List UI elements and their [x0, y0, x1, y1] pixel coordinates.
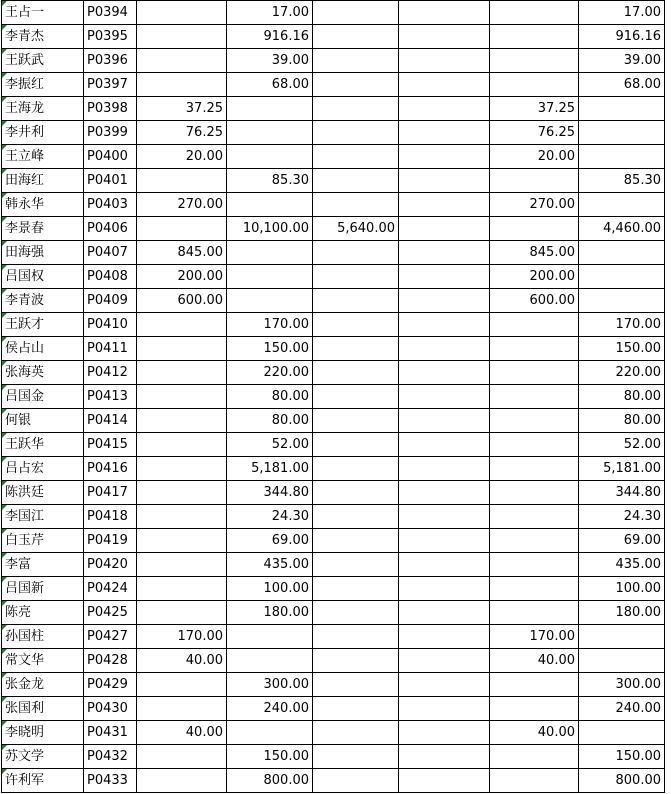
value-cell-e[interactable] — [313, 145, 399, 169]
value-cell-f[interactable] — [399, 97, 490, 121]
value-cell-c[interactable] — [137, 433, 227, 457]
value-cell-c[interactable] — [137, 505, 227, 529]
value-cell-h[interactable]: 220.00 — [579, 361, 665, 385]
value-cell-f[interactable] — [399, 553, 490, 577]
code-cell[interactable]: P0428 — [84, 649, 137, 673]
value-cell-c[interactable] — [137, 385, 227, 409]
code-cell[interactable]: P0396 — [84, 49, 137, 73]
value-cell-e[interactable] — [313, 601, 399, 625]
value-cell-g[interactable] — [490, 409, 579, 433]
value-cell-g[interactable] — [490, 385, 579, 409]
name-cell[interactable]: 李井利 — [2, 121, 84, 145]
value-cell-e[interactable] — [313, 1, 399, 25]
table-row — [2, 313, 665, 337]
value-cell-c[interactable] — [137, 529, 227, 553]
value-cell-h[interactable]: 344.80 — [579, 481, 665, 505]
value-cell-h[interactable] — [579, 121, 665, 145]
code-cell[interactable]: P0413 — [84, 385, 137, 409]
name-cell[interactable]: 张国利 — [2, 697, 84, 721]
value-cell-f[interactable] — [399, 409, 490, 433]
code-cell[interactable]: P0408 — [84, 265, 137, 289]
value-cell-e[interactable] — [313, 49, 399, 73]
value-cell-h[interactable]: 80.00 — [579, 409, 665, 433]
value-cell-e[interactable] — [313, 697, 399, 721]
code-cell[interactable]: P0394 — [84, 1, 137, 25]
table-row — [2, 73, 665, 97]
value-cell-d[interactable]: 800.00 — [227, 769, 313, 793]
value-cell-d[interactable]: 85.30 — [227, 169, 313, 193]
name-cell[interactable]: 李青波 — [2, 289, 84, 313]
value-cell-f[interactable] — [399, 337, 490, 361]
name-cell[interactable]: 田海强 — [2, 241, 84, 265]
value-cell-f[interactable] — [399, 25, 490, 49]
value-cell-h[interactable]: 39.00 — [579, 49, 665, 73]
value-cell-c[interactable] — [137, 553, 227, 577]
table-row — [2, 649, 665, 673]
table-row — [2, 745, 665, 769]
table-row — [2, 241, 665, 265]
value-cell-h[interactable]: 5,181.00 — [579, 457, 665, 481]
value-cell-e[interactable] — [313, 313, 399, 337]
value-cell-c[interactable]: 76.25 — [137, 121, 227, 145]
value-cell-d[interactable]: 52.00 — [227, 433, 313, 457]
value-cell-g[interactable] — [490, 745, 579, 769]
table-row — [2, 577, 665, 601]
value-cell-g[interactable] — [490, 529, 579, 553]
value-cell-d[interactable]: 344.80 — [227, 481, 313, 505]
value-cell-g[interactable]: 40.00 — [490, 721, 579, 745]
value-cell-d[interactable]: 80.00 — [227, 385, 313, 409]
table-row — [2, 625, 665, 649]
value-cell-c[interactable] — [137, 217, 227, 241]
value-cell-h[interactable]: 100.00 — [579, 577, 665, 601]
name-cell[interactable]: 李国江 — [2, 505, 84, 529]
value-cell-d[interactable]: 10,100.00 — [227, 217, 313, 241]
name-cell[interactable]: 吕国新 — [2, 577, 84, 601]
value-cell-f[interactable] — [399, 193, 490, 217]
table-row — [2, 145, 665, 169]
value-cell-d[interactable]: 80.00 — [227, 409, 313, 433]
value-cell-h[interactable]: 800.00 — [579, 769, 665, 793]
table-row — [2, 193, 665, 217]
value-cell-h[interactable]: 24.30 — [579, 505, 665, 529]
name-cell[interactable]: 苏文学 — [2, 745, 84, 769]
value-cell-c[interactable]: 20.00 — [137, 145, 227, 169]
value-cell-g[interactable] — [490, 673, 579, 697]
value-cell-c[interactable]: 40.00 — [137, 721, 227, 745]
value-cell-g[interactable] — [490, 577, 579, 601]
code-cell[interactable]: P0419 — [84, 529, 137, 553]
value-cell-h[interactable] — [579, 649, 665, 673]
value-cell-d[interactable] — [227, 193, 313, 217]
value-cell-d[interactable]: 170.00 — [227, 313, 313, 337]
code-cell[interactable]: P0411 — [84, 337, 137, 361]
value-cell-h[interactable]: 80.00 — [579, 385, 665, 409]
code-cell[interactable]: P0397 — [84, 73, 137, 97]
value-cell-d[interactable] — [227, 265, 313, 289]
name-cell[interactable]: 李景春 — [2, 217, 84, 241]
value-cell-e[interactable] — [313, 289, 399, 313]
table-row — [2, 433, 665, 457]
table-row — [2, 673, 665, 697]
value-cell-h[interactable] — [579, 193, 665, 217]
code-cell[interactable]: P0425 — [84, 601, 137, 625]
name-cell[interactable]: 王跃武 — [2, 49, 84, 73]
code-cell[interactable]: P0431 — [84, 721, 137, 745]
code-cell[interactable]: P0416 — [84, 457, 137, 481]
value-cell-h[interactable] — [579, 625, 665, 649]
table-row — [2, 49, 665, 73]
value-cell-d[interactable]: 300.00 — [227, 673, 313, 697]
value-cell-g[interactable] — [490, 25, 579, 49]
value-cell-e[interactable] — [313, 25, 399, 49]
table-row — [2, 97, 665, 121]
value-cell-g[interactable] — [490, 217, 579, 241]
value-cell-c[interactable] — [137, 697, 227, 721]
value-cell-f[interactable] — [399, 289, 490, 313]
value-cell-f[interactable] — [399, 457, 490, 481]
table-row — [2, 457, 665, 481]
value-cell-g[interactable] — [490, 361, 579, 385]
table-row — [2, 121, 665, 145]
code-cell[interactable]: P0398 — [84, 97, 137, 121]
value-cell-c[interactable]: 600.00 — [137, 289, 227, 313]
value-cell-e[interactable] — [313, 385, 399, 409]
value-cell-g[interactable]: 76.25 — [490, 121, 579, 145]
value-cell-e[interactable] — [313, 673, 399, 697]
table-row — [2, 217, 665, 241]
name-cell[interactable]: 王跃才 — [2, 313, 84, 337]
value-cell-h[interactable] — [579, 289, 665, 313]
value-cell-c[interactable] — [137, 601, 227, 625]
name-cell[interactable]: 常文华 — [2, 649, 84, 673]
value-cell-c[interactable]: 37.25 — [137, 97, 227, 121]
value-cell-c[interactable] — [137, 49, 227, 73]
value-cell-d[interactable]: 435.00 — [227, 553, 313, 577]
value-cell-f[interactable] — [399, 169, 490, 193]
value-cell-c[interactable]: 40.00 — [137, 649, 227, 673]
value-cell-e[interactable] — [313, 529, 399, 553]
name-cell[interactable]: 李青杰 — [2, 25, 84, 49]
name-cell[interactable]: 李富 — [2, 553, 84, 577]
name-cell[interactable]: 吕国权 — [2, 265, 84, 289]
value-cell-e[interactable] — [313, 721, 399, 745]
value-cell-c[interactable] — [137, 169, 227, 193]
value-cell-g[interactable]: 37.25 — [490, 97, 579, 121]
value-cell-h[interactable]: 170.00 — [579, 313, 665, 337]
value-cell-g[interactable] — [490, 313, 579, 337]
name-cell[interactable]: 王占一 — [2, 1, 84, 25]
table-row — [2, 169, 665, 193]
value-cell-c[interactable]: 270.00 — [137, 193, 227, 217]
value-cell-f[interactable] — [399, 673, 490, 697]
value-cell-f[interactable] — [399, 313, 490, 337]
value-cell-f[interactable] — [399, 649, 490, 673]
code-cell[interactable]: P0424 — [84, 577, 137, 601]
code-cell[interactable]: P0407 — [84, 241, 137, 265]
value-cell-c[interactable]: 200.00 — [137, 265, 227, 289]
table-row — [2, 553, 665, 577]
value-cell-g[interactable]: 600.00 — [490, 289, 579, 313]
value-cell-d[interactable]: 150.00 — [227, 745, 313, 769]
table-row — [2, 697, 665, 721]
value-cell-g[interactable] — [490, 169, 579, 193]
value-cell-g[interactable]: 20.00 — [490, 145, 579, 169]
value-cell-h[interactable]: 52.00 — [579, 433, 665, 457]
value-cell-d[interactable]: 68.00 — [227, 73, 313, 97]
name-cell[interactable]: 王海龙 — [2, 97, 84, 121]
value-cell-d[interactable]: 180.00 — [227, 601, 313, 625]
value-cell-d[interactable]: 17.00 — [227, 1, 313, 25]
value-cell-c[interactable] — [137, 313, 227, 337]
value-cell-d[interactable]: 240.00 — [227, 697, 313, 721]
value-cell-d[interactable]: 150.00 — [227, 337, 313, 361]
value-cell-d[interactable]: 916.16 — [227, 25, 313, 49]
table-row — [2, 361, 665, 385]
name-cell[interactable]: 王跃华 — [2, 433, 84, 457]
value-cell-h[interactable]: 69.00 — [579, 529, 665, 553]
value-cell-f[interactable] — [399, 241, 490, 265]
value-cell-g[interactable] — [490, 601, 579, 625]
value-cell-e[interactable] — [313, 457, 399, 481]
value-cell-h[interactable]: 68.00 — [579, 73, 665, 97]
table-row — [2, 505, 665, 529]
value-cell-h[interactable]: 180.00 — [579, 601, 665, 625]
code-cell[interactable]: P0430 — [84, 697, 137, 721]
value-cell-e[interactable] — [313, 433, 399, 457]
table-row — [2, 601, 665, 625]
value-cell-h[interactable]: 916.16 — [579, 25, 665, 49]
value-cell-c[interactable] — [137, 361, 227, 385]
value-cell-h[interactable]: 4,460.00 — [579, 217, 665, 241]
value-cell-d[interactable]: 5,181.00 — [227, 457, 313, 481]
value-cell-e[interactable] — [313, 649, 399, 673]
value-cell-c[interactable] — [137, 457, 227, 481]
table-row — [2, 481, 665, 505]
table-row — [2, 769, 665, 793]
value-cell-e[interactable] — [313, 625, 399, 649]
value-cell-g[interactable]: 170.00 — [490, 625, 579, 649]
name-cell[interactable]: 韩永华 — [2, 193, 84, 217]
code-cell[interactable]: P0427 — [84, 625, 137, 649]
code-cell[interactable]: P0400 — [84, 145, 137, 169]
value-cell-g[interactable] — [490, 73, 579, 97]
value-cell-e[interactable] — [313, 73, 399, 97]
value-cell-d[interactable]: 24.30 — [227, 505, 313, 529]
value-cell-d[interactable] — [227, 649, 313, 673]
value-cell-f[interactable] — [399, 217, 490, 241]
name-cell[interactable]: 吕国金 — [2, 385, 84, 409]
name-cell[interactable]: 陈洪廷 — [2, 481, 84, 505]
name-cell[interactable]: 吕占宏 — [2, 457, 84, 481]
value-cell-f[interactable] — [399, 433, 490, 457]
value-cell-d[interactable] — [227, 241, 313, 265]
value-cell-f[interactable] — [399, 769, 490, 793]
code-cell[interactable]: P0417 — [84, 481, 137, 505]
value-cell-h[interactable] — [579, 241, 665, 265]
value-cell-h[interactable] — [579, 265, 665, 289]
value-cell-g[interactable] — [490, 433, 579, 457]
value-cell-f[interactable] — [399, 745, 490, 769]
table-row — [2, 289, 665, 313]
name-cell[interactable]: 张海英 — [2, 361, 84, 385]
value-cell-f[interactable] — [399, 1, 490, 25]
name-cell[interactable]: 李晓明 — [2, 721, 84, 745]
value-cell-f[interactable] — [399, 361, 490, 385]
table-row — [2, 529, 665, 553]
value-cell-c[interactable] — [137, 673, 227, 697]
value-cell-e[interactable] — [313, 337, 399, 361]
value-cell-g[interactable] — [490, 337, 579, 361]
value-cell-g[interactable] — [490, 505, 579, 529]
value-cell-e[interactable] — [313, 481, 399, 505]
table-row — [2, 337, 665, 361]
value-cell-d[interactable] — [227, 625, 313, 649]
code-cell[interactable]: P0401 — [84, 169, 137, 193]
value-cell-f[interactable] — [399, 121, 490, 145]
code-cell[interactable]: P0414 — [84, 409, 137, 433]
value-cell-f[interactable] — [399, 385, 490, 409]
value-cell-f[interactable] — [399, 601, 490, 625]
value-cell-f[interactable] — [399, 697, 490, 721]
value-cell-g[interactable] — [490, 49, 579, 73]
value-cell-g[interactable] — [490, 697, 579, 721]
code-cell[interactable]: P0403 — [84, 193, 137, 217]
code-cell[interactable]: P0410 — [84, 313, 137, 337]
value-cell-g[interactable] — [490, 457, 579, 481]
value-cell-f[interactable] — [399, 529, 490, 553]
name-cell[interactable]: 孙国柱 — [2, 625, 84, 649]
value-cell-g[interactable] — [490, 769, 579, 793]
value-cell-h[interactable] — [579, 721, 665, 745]
value-cell-f[interactable] — [399, 73, 490, 97]
table-row — [2, 409, 665, 433]
value-cell-g[interactable]: 200.00 — [490, 265, 579, 289]
value-cell-c[interactable] — [137, 337, 227, 361]
value-cell-f[interactable] — [399, 145, 490, 169]
code-cell[interactable]: P0395 — [84, 25, 137, 49]
value-cell-f[interactable] — [399, 577, 490, 601]
sheet-body — [2, 1, 665, 793]
code-cell[interactable]: P0406 — [84, 217, 137, 241]
value-cell-h[interactable]: 150.00 — [579, 745, 665, 769]
value-cell-g[interactable] — [490, 481, 579, 505]
value-cell-f[interactable] — [399, 49, 490, 73]
value-cell-d[interactable]: 100.00 — [227, 577, 313, 601]
value-cell-e[interactable] — [313, 193, 399, 217]
value-cell-h[interactable]: 85.30 — [579, 169, 665, 193]
value-cell-e[interactable] — [313, 409, 399, 433]
name-cell[interactable]: 侯占山 — [2, 337, 84, 361]
value-cell-e[interactable] — [313, 97, 399, 121]
value-cell-g[interactable] — [490, 1, 579, 25]
value-cell-e[interactable] — [313, 745, 399, 769]
value-cell-d[interactable] — [227, 121, 313, 145]
value-cell-c[interactable] — [137, 25, 227, 49]
value-cell-g[interactable]: 845.00 — [490, 241, 579, 265]
value-cell-e[interactable] — [313, 241, 399, 265]
value-cell-e[interactable] — [313, 553, 399, 577]
table-row — [2, 1, 665, 25]
table-row — [2, 25, 665, 49]
value-cell-d[interactable] — [227, 145, 313, 169]
code-cell[interactable]: P0420 — [84, 553, 137, 577]
code-cell[interactable]: P0415 — [84, 433, 137, 457]
name-cell[interactable]: 田海红 — [2, 169, 84, 193]
value-cell-e[interactable] — [313, 121, 399, 145]
name-cell[interactable]: 张金龙 — [2, 673, 84, 697]
value-cell-h[interactable]: 150.00 — [579, 337, 665, 361]
value-cell-e[interactable] — [313, 265, 399, 289]
value-cell-g[interactable] — [490, 553, 579, 577]
code-cell[interactable]: P0412 — [84, 361, 137, 385]
value-cell-e[interactable] — [313, 505, 399, 529]
value-cell-d[interactable] — [227, 721, 313, 745]
value-cell-e[interactable]: 5,640.00 — [313, 217, 399, 241]
code-cell[interactable]: P0409 — [84, 289, 137, 313]
name-cell[interactable]: 李振红 — [2, 73, 84, 97]
name-cell[interactable]: 陈亮 — [2, 601, 84, 625]
value-cell-c[interactable] — [137, 769, 227, 793]
value-cell-d[interactable] — [227, 97, 313, 121]
value-cell-h[interactable]: 300.00 — [579, 673, 665, 697]
code-cell[interactable]: P0399 — [84, 121, 137, 145]
value-cell-e[interactable] — [313, 577, 399, 601]
value-cell-e[interactable] — [313, 769, 399, 793]
value-cell-h[interactable] — [579, 145, 665, 169]
name-cell[interactable]: 许利军 — [2, 769, 84, 793]
table-row — [2, 385, 665, 409]
value-cell-d[interactable]: 69.00 — [227, 529, 313, 553]
table-row — [2, 721, 665, 745]
value-cell-d[interactable]: 220.00 — [227, 361, 313, 385]
value-cell-e[interactable] — [313, 169, 399, 193]
spreadsheet-grid — [1, 0, 665, 793]
code-cell[interactable]: P0429 — [84, 673, 137, 697]
value-cell-c[interactable] — [137, 481, 227, 505]
value-cell-c[interactable] — [137, 745, 227, 769]
name-cell[interactable]: 何银 — [2, 409, 84, 433]
value-cell-f[interactable] — [399, 481, 490, 505]
value-cell-e[interactable] — [313, 361, 399, 385]
value-cell-d[interactable]: 39.00 — [227, 49, 313, 73]
value-cell-f[interactable] — [399, 505, 490, 529]
value-cell-h[interactable] — [579, 97, 665, 121]
value-cell-h[interactable]: 435.00 — [579, 553, 665, 577]
value-cell-f[interactable] — [399, 721, 490, 745]
value-cell-c[interactable] — [137, 73, 227, 97]
value-cell-c[interactable]: 170.00 — [137, 625, 227, 649]
code-cell[interactable]: P0418 — [84, 505, 137, 529]
value-cell-h[interactable]: 240.00 — [579, 697, 665, 721]
value-cell-f[interactable] — [399, 625, 490, 649]
table-row — [2, 265, 665, 289]
value-cell-c[interactable] — [137, 577, 227, 601]
value-cell-g[interactable]: 270.00 — [490, 193, 579, 217]
name-cell[interactable]: 白玉芹 — [2, 529, 84, 553]
value-cell-g[interactable]: 40.00 — [490, 649, 579, 673]
code-cell[interactable]: P0432 — [84, 745, 137, 769]
value-cell-h[interactable]: 17.00 — [579, 1, 665, 25]
value-cell-c[interactable] — [137, 1, 227, 25]
value-cell-c[interactable]: 845.00 — [137, 241, 227, 265]
value-cell-c[interactable] — [137, 409, 227, 433]
name-cell[interactable]: 王立峰 — [2, 145, 84, 169]
value-cell-f[interactable] — [399, 265, 490, 289]
value-cell-d[interactable] — [227, 289, 313, 313]
code-cell[interactable]: P0433 — [84, 769, 137, 793]
